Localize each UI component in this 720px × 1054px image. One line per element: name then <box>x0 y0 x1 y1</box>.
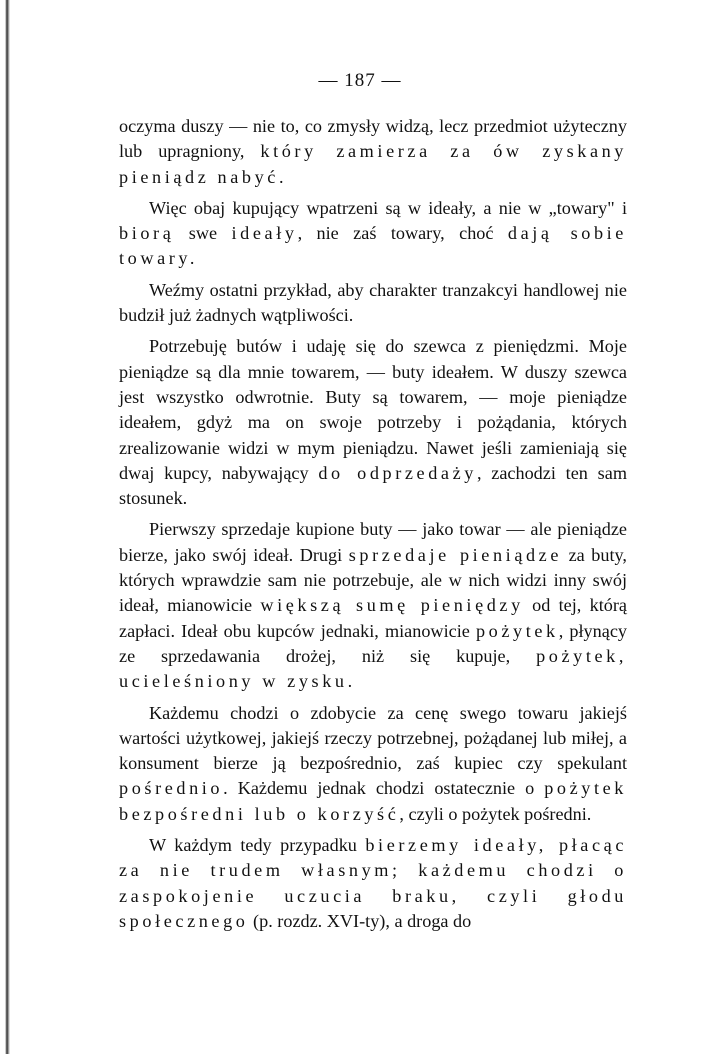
spaced-emphasis: biorą <box>119 223 175 244</box>
spaced-emphasis: do odprzedaży <box>318 462 477 483</box>
paragraph <box>119 833 627 934</box>
paragraph <box>119 196 627 272</box>
text-run: Pierwszy sprzedaje kupione buty — jako towar — ale pieniądze bierze, jako swój ideał. Drugi <box>119 519 627 565</box>
text-run: W każdym tedy przypadku <box>149 835 366 856</box>
text-run: (p. rozdz. XVI-ty), a droga do <box>248 910 472 931</box>
text-run: , płynący ze sprzedawania drożej, niż się kupuje, <box>119 620 627 666</box>
spaced-emphasis: pośrednio <box>119 778 224 799</box>
spaced-emphasis: bierzemy ideały, płacąc za nie trudem własnym; każdemu chodzi o zaspokojenie uczucia braku, czyli głodu społecznego <box>119 835 627 931</box>
text-run: swe <box>174 223 232 244</box>
text-run: . Każdemu jednak chodzi ostatecznie o <box>223 778 545 799</box>
text-run: za buty, których wprawdzie sam nie potrzebuje, ale w nich widzi inny swój ideał, mianowicie <box>119 544 627 616</box>
spaced-emphasis: pożytek bezpośredni lub o korzyść <box>119 778 627 824</box>
paragraph <box>119 701 627 827</box>
text-run: od tej, którą zapłaci. Ideał obu kupców jednaki, mianowicie <box>119 595 627 641</box>
text-run: oczyma duszy — nie to, co zmysły widzą, lecz przedmiot użyteczny lub upragniony, <box>119 116 627 162</box>
text-run: Weźmy ostatni przykład, aby charakter tranzakcyi handlowej nie budził już żadnych wątpliwości. <box>119 279 627 326</box>
text-run: Więc obaj kupujący wpatrzeni są w ideały, a nie w „towary" i <box>149 197 627 218</box>
spaced-emphasis: ideały <box>231 223 298 244</box>
paragraph <box>119 517 627 694</box>
text-run: , czyli o pożytek pośredni. <box>399 803 592 824</box>
spaced-emphasis: większą sumę pieniędzy <box>260 595 524 616</box>
body-text <box>119 114 627 940</box>
spaced-emphasis: pożytek <box>475 620 559 641</box>
page-number: — 187 — <box>318 70 402 91</box>
paragraph <box>119 334 627 511</box>
text-run: , zachodzi ten sam stosunek. <box>119 462 627 509</box>
text-run: Potrzebuję butów i udaję się do szewca z pieniędzmi. Moje pieniądze są dla mnie towarem, — buty ideałem. W duszy szewca jest wszystko odwrotnie. Buty są towarem, — moje pieniądze ideałem, gdyż ma on swoje potrzeby i pożądania, których zrealizowanie widzi w mym pieniądzu. Nawet jeśli zamieniają się dwaj kupcy, nabywający <box>119 336 627 483</box>
book-spine-edge <box>0 0 14 1054</box>
paragraph <box>119 278 627 329</box>
paragraph <box>119 114 627 190</box>
spaced-emphasis: sprzedaje pieniądze <box>348 544 563 565</box>
text-run: Każdemu chodzi o zdobycie za cenę swego towaru jakiejś wartości użytkowej, jakiejś rzeczy potrzebnej, pożądanej lub miłej, a konsument bierze ją bezpośrednio, zaś kupiec czy spekulant <box>119 702 627 774</box>
spaced-emphasis: pożytek, ucieleśniony w zysku. <box>119 645 627 692</box>
spaced-emphasis: dają sobie towary. <box>119 223 627 269</box>
text-run: , nie zaś towary, choć <box>297 223 508 244</box>
spaced-emphasis: który zamierza za ów zyskany pieniądz nabyć. <box>119 141 627 187</box>
